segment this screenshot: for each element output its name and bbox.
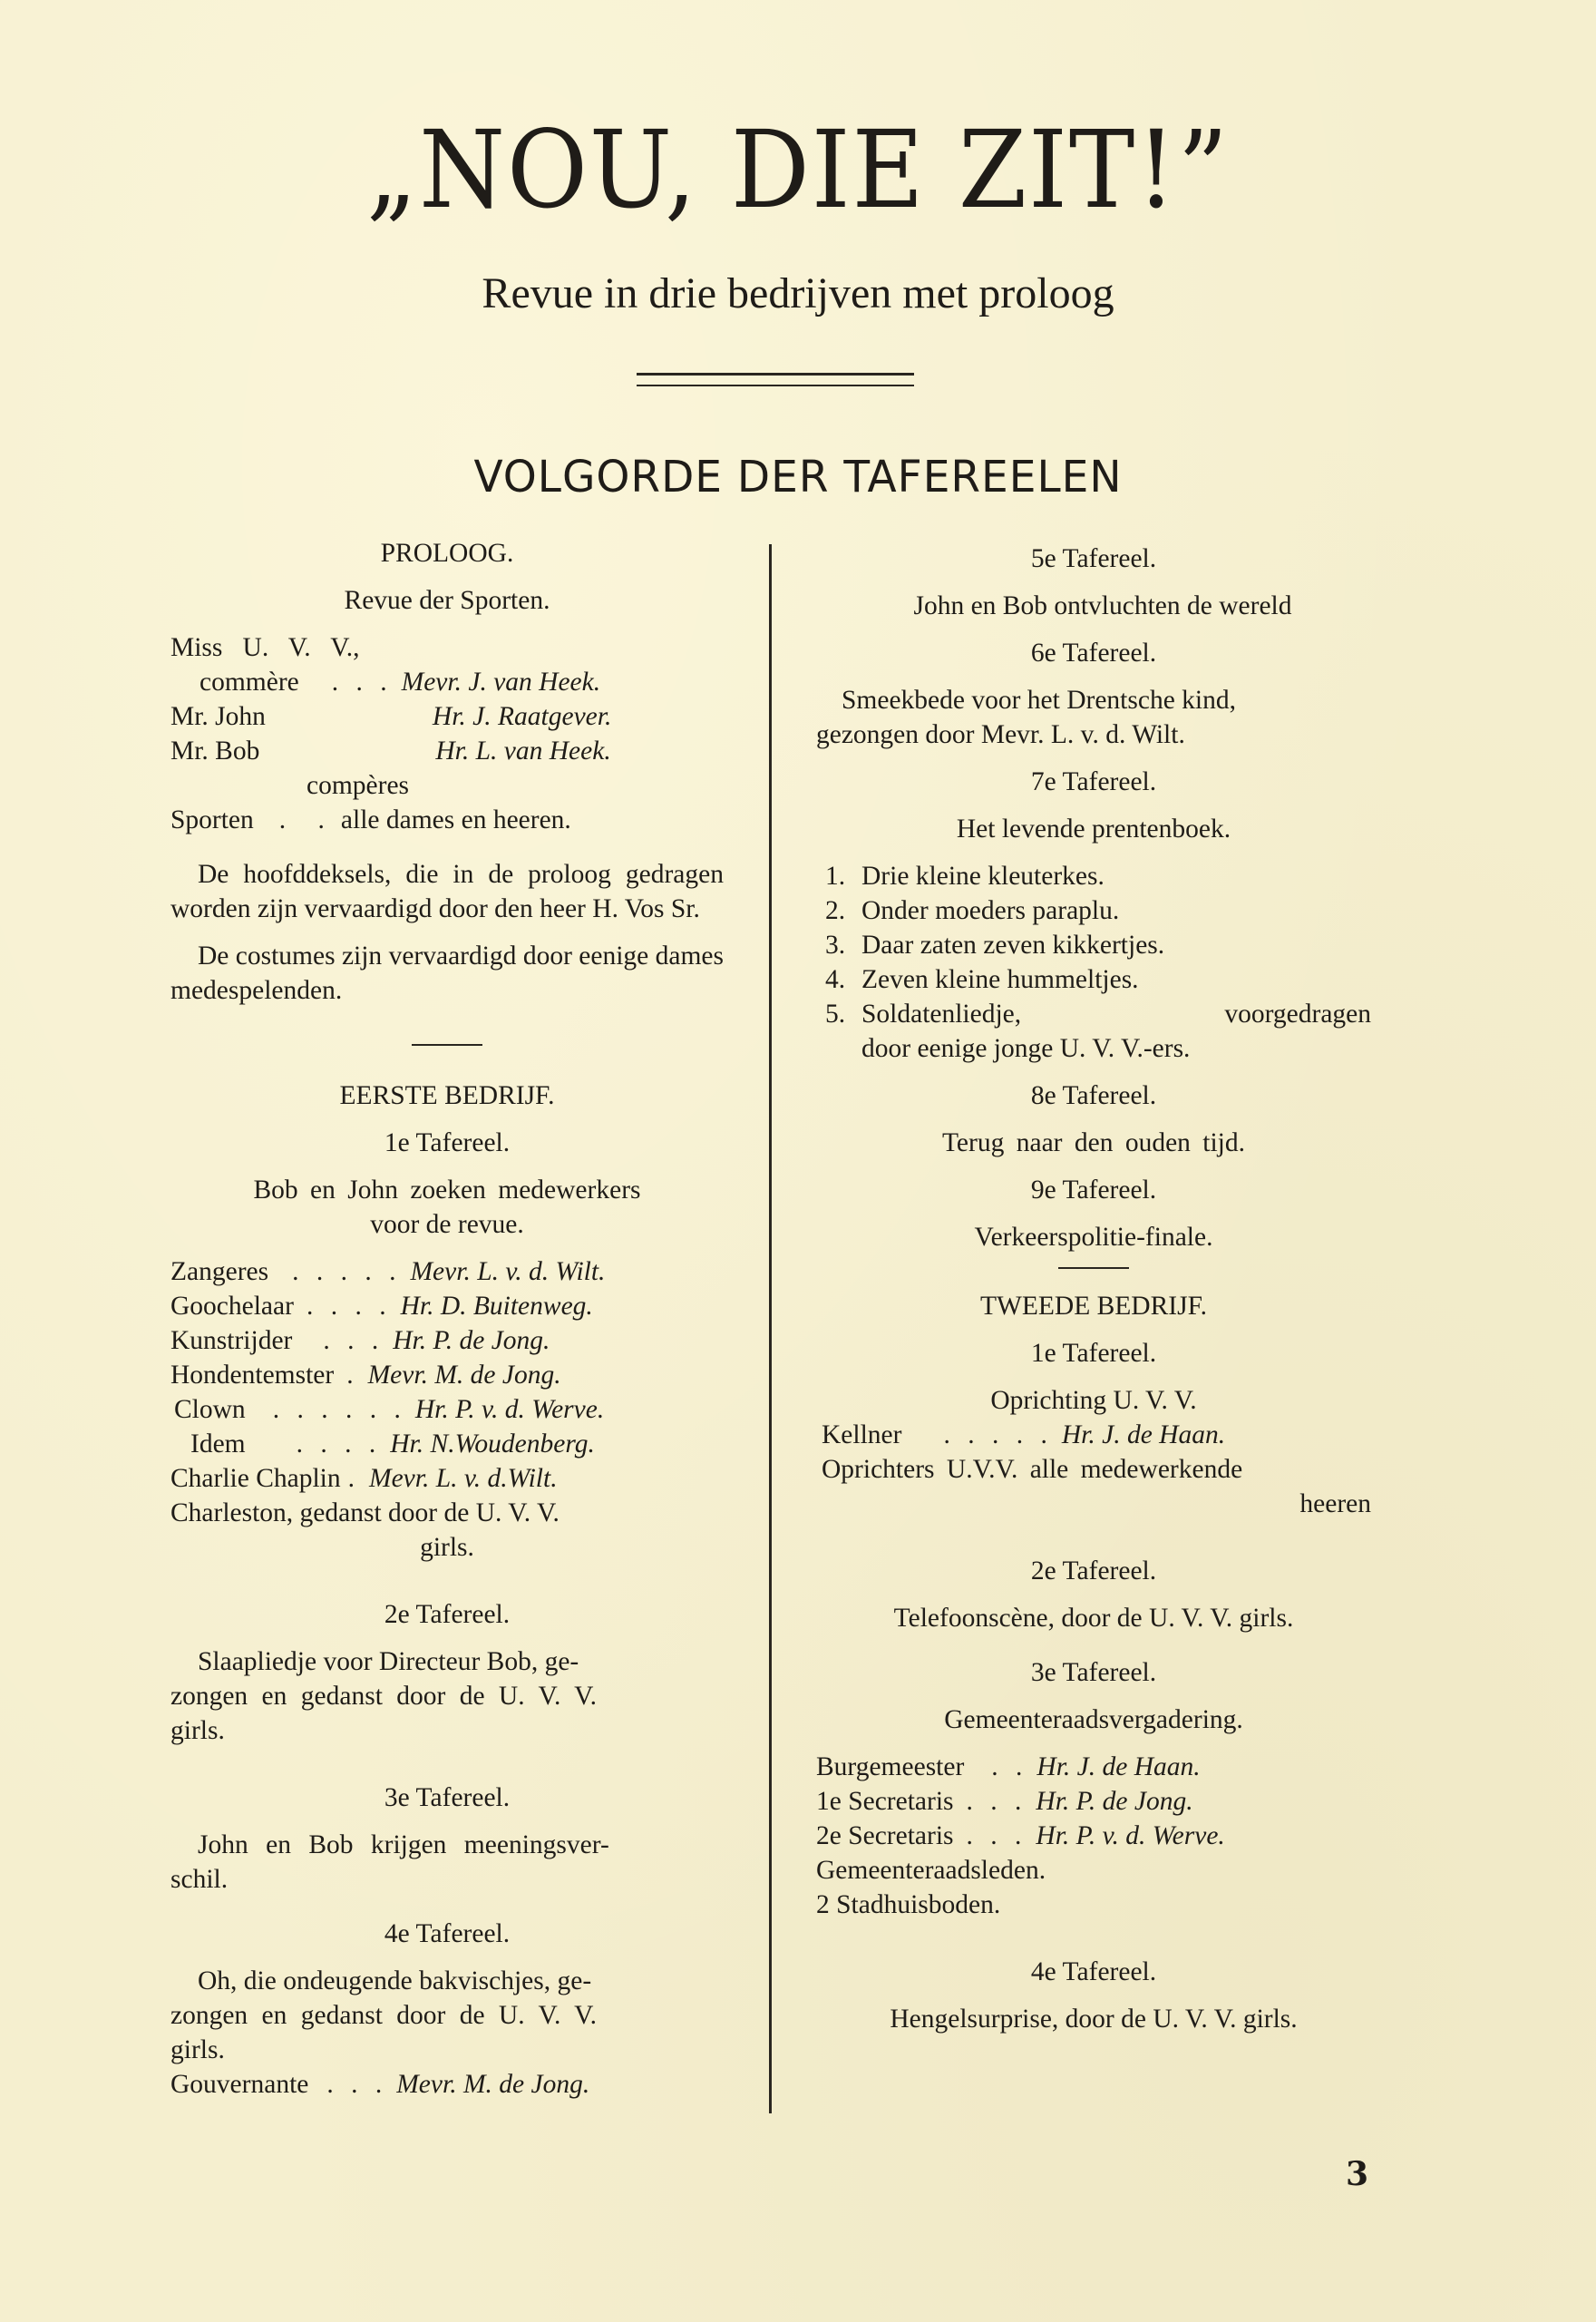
cast-dots: . — [346, 1361, 359, 1390]
column-divider — [769, 544, 772, 2113]
scene-label: 5e Tafereel. — [1030, 544, 1157, 573]
cast-dots: . . . — [323, 1326, 384, 1355]
cast-list — [170, 1254, 724, 1496]
scene-line: John en Bob krijgen meeningsver- — [198, 1830, 609, 1859]
list-text: Zeven kleine hummeltjes. — [861, 965, 1139, 994]
scene-line: girls. — [170, 1716, 225, 1745]
cast-role: Hondentemster — [170, 1361, 335, 1390]
cast-dots: . . . — [966, 1787, 1027, 1816]
cast-actor: Hr. L. van Heek. — [435, 737, 611, 766]
right-column — [816, 541, 1371, 2036]
cast-actor: Hr. D. Buitenweg. — [400, 1292, 593, 1321]
scene-title: Gemeenteraadsvergadering. — [944, 1705, 1243, 1734]
list-number: 2. — [825, 896, 846, 925]
cast-dots: . . — [278, 805, 337, 834]
scene-title: Het levende prentenboek. — [956, 815, 1231, 844]
cast-dots: . . — [991, 1752, 1028, 1781]
scene-label: 8e Tafereel. — [1030, 1081, 1157, 1110]
cast-dots: . . . — [966, 1821, 1027, 1850]
miss-uvv-line: Miss U. V. V., — [170, 633, 360, 662]
cast-actor: Hr. P. v. d. Werve. — [1036, 1821, 1225, 1850]
scene-line: zongen en gedanst door de U. V. V. — [170, 1682, 598, 1711]
scene-label: 4e Tafereel. — [1030, 1957, 1157, 1986]
scene-label: 7e Tafereel. — [1030, 767, 1157, 796]
cast-role: Mr. John — [170, 702, 266, 731]
scene-label: 1e Tafereel. — [384, 1128, 511, 1157]
oprichters-line: heeren — [1299, 1489, 1371, 1518]
proloog-heading: PROLOOG. — [380, 539, 514, 568]
cast-actor: Hr. N.Woudenberg. — [390, 1429, 595, 1459]
cast-actor: Hr. P. de Jong. — [1036, 1787, 1193, 1816]
list-item — [816, 928, 1371, 962]
cast-role: Goochelaar — [170, 1292, 294, 1321]
scene-label: 3e Tafereel. — [384, 1783, 511, 1812]
scene-description — [170, 1964, 724, 2067]
charleston-line: girls. — [420, 1533, 474, 1562]
scene-line: zongen en gedanst door de U. V. V. — [170, 2001, 598, 2030]
proloog-scene-title: Revue der Sporten. — [344, 586, 550, 615]
tweede-bedrijf-heading: TWEEDE BEDRIJF. — [979, 1292, 1207, 1321]
cast-row — [170, 2067, 724, 2102]
section-heading: VOLGORDE DER TAFEREELEN — [473, 452, 1123, 502]
list-item — [816, 997, 1371, 1066]
cast-row — [170, 803, 724, 837]
comperes-label: compères — [307, 771, 410, 800]
cast-role: Sporten — [170, 805, 254, 834]
list-number: 3. — [825, 931, 846, 960]
cast-actor: Hr. J. Raatgever. — [432, 702, 612, 731]
scene-line: gezongen door Mevr. L. v. d. Wilt. — [816, 720, 1185, 749]
scene-title: Hengelsurprise, door de U. V. V. girls. — [890, 2005, 1298, 2034]
cast-role: Idem — [190, 1429, 246, 1459]
scene-title: John en Bob ontvluchten de wereld — [913, 591, 1292, 620]
cast-role: commère — [200, 668, 299, 697]
scene-label: 4e Tafereel. — [384, 1919, 511, 1948]
note-hoofddeksels: De hoofddeksels, die in de proloog gedragen worden zijn vervaardigd door den heer H. Vos Sr. — [170, 860, 724, 923]
scene-title: Oprichting U. V. V. — [990, 1386, 1197, 1415]
note-costumes: De costumes zijn vervaardigd door eenige dames medespelenden. — [170, 941, 724, 1005]
cast-role: Kunstrijder — [170, 1326, 293, 1355]
scene-label: 1e Tafereel. — [1030, 1339, 1157, 1368]
cast-row — [816, 1418, 1371, 1452]
cast-dots: . . . . — [296, 1429, 382, 1459]
list-item — [816, 893, 1371, 928]
cast-row — [170, 1254, 724, 1289]
cast-actor: Hr. P. v. d. Werve. — [414, 1395, 605, 1424]
list-text: Daar zaten zeven kikkertjes. — [861, 931, 1165, 960]
extra-cast-line: 2 Stadhuisboden. — [816, 1890, 1001, 1919]
revue-title: „NOU, DIE ZIT!” — [366, 107, 1230, 232]
scene-line: Slaapliedje voor Directeur Bob, ge- — [198, 1647, 579, 1676]
list-number: 1. — [825, 862, 846, 891]
cast-row — [170, 734, 724, 768]
list-number: 5. — [825, 1000, 846, 1029]
cast-dots: . . . — [331, 668, 393, 697]
cast-row — [170, 1461, 724, 1496]
cast-role: 2e Secretaris — [816, 1821, 954, 1850]
cast-row — [170, 1289, 724, 1323]
list-number: 4. — [825, 965, 846, 994]
section-rule — [1058, 1267, 1129, 1269]
cast-role: Charlie Chaplin — [170, 1464, 341, 1493]
list-text: Onder moeders paraplu. — [861, 896, 1120, 925]
list-item — [816, 859, 1371, 893]
scene-line: Smeekbede voor het Drentsche kind, — [842, 686, 1236, 715]
cast-role: Burgemeester — [816, 1752, 965, 1781]
oprichters-line: Oprichters U.V.V. alle medewerkende — [822, 1455, 1243, 1484]
cast-dots: . . . . . — [292, 1257, 402, 1286]
scene-label: 3e Tafereel. — [1030, 1658, 1157, 1687]
cast-actor: Mevr. J. van Heek. — [401, 668, 601, 697]
extra-cast-line: Gemeenteraadsleden. — [816, 1856, 1046, 1885]
left-column — [170, 536, 724, 2102]
cast-actor: alle dames en heeren. — [340, 805, 571, 834]
cast-role: Mr. Bob — [170, 737, 260, 766]
cast-actor: Mevr. M. de Jong. — [367, 1361, 561, 1390]
scene-line: Oh, die ondeugende bakvischjes, ge- — [198, 1966, 592, 1995]
cast-row — [170, 1392, 724, 1427]
scene-line: schil. — [170, 1865, 229, 1894]
scene-label: 2e Tafereel. — [384, 1600, 511, 1629]
scene-label: 6e Tafereel. — [1030, 639, 1157, 668]
cast-actor: Hr. P. de Jong. — [393, 1326, 550, 1355]
cast-dots: . . . — [326, 2070, 388, 2099]
scene-label: 9e Tafereel. — [1030, 1176, 1157, 1205]
cast-row — [816, 1819, 1371, 1853]
cast-role: Gouvernante — [170, 2070, 309, 2099]
cast-actor: Hr. J. de Haan. — [1036, 1752, 1201, 1781]
scene-title: Verkeerspolitie-finale. — [974, 1223, 1213, 1252]
cast-role: Clown — [174, 1395, 246, 1424]
cast-list — [816, 1750, 1371, 1853]
scene-title: Telefoonscène, door de U. V. V. girls. — [893, 1604, 1294, 1633]
eerste-bedrijf-heading: EERSTE BEDRIJF. — [339, 1081, 555, 1110]
cast-row — [170, 1323, 724, 1358]
scene-description — [816, 683, 1371, 752]
list-text: door eenige jonge U. V. V.-ers. — [861, 1034, 1191, 1063]
scene-description — [170, 1644, 724, 1748]
cast-row — [816, 1750, 1371, 1784]
cast-row — [816, 1784, 1371, 1819]
cast-role: Zangeres — [170, 1257, 269, 1286]
list-text-block — [861, 997, 1371, 1066]
section-rule — [412, 1044, 482, 1046]
cast-role: Kellner — [822, 1420, 902, 1449]
charleston-line: Charleston, gedanst door de U. V. V. — [170, 1498, 560, 1527]
cast-dots: . — [347, 1464, 360, 1493]
cast-actor: Mevr. L. v. d. Wilt. — [410, 1257, 606, 1286]
cast-dots: . . . . — [306, 1292, 392, 1321]
cast-actor: Mevr. L. v. d.Wilt. — [369, 1464, 558, 1493]
list-text: Soldatenliedje, voorgedragen — [861, 1000, 1371, 1029]
revue-subtitle: Revue in drie bedrijven met proloog — [482, 269, 1114, 317]
cast-row — [170, 1358, 724, 1392]
cast-row — [170, 665, 724, 699]
cast-dots: . . . . . — [943, 1420, 1053, 1449]
double-rule-divider — [637, 373, 914, 386]
scene-line: girls. — [170, 2035, 225, 2064]
numbered-list — [816, 859, 1371, 1066]
page-number: 3 — [1346, 2155, 1369, 2193]
list-text: Drie kleine kleuterkes. — [861, 862, 1105, 891]
list-item — [816, 962, 1371, 997]
scene-description — [170, 1828, 724, 1897]
scene-title: Terug naar den ouden tijd. — [941, 1128, 1246, 1157]
scene-title: Bob en John zoeken medewerkers — [253, 1176, 641, 1205]
cast-actor: Hr. J. de Haan. — [1061, 1420, 1226, 1449]
cast-dots: . . . . . . — [272, 1395, 406, 1424]
cast-actor: Mevr. M. de Jong. — [396, 2070, 590, 2099]
cast-row — [170, 1427, 724, 1461]
cast-role: 1e Secretaris — [816, 1787, 954, 1816]
scene-label: 2e Tafereel. — [1030, 1556, 1157, 1585]
cast-row — [170, 699, 724, 734]
scene-title: voor de revue. — [370, 1210, 524, 1239]
